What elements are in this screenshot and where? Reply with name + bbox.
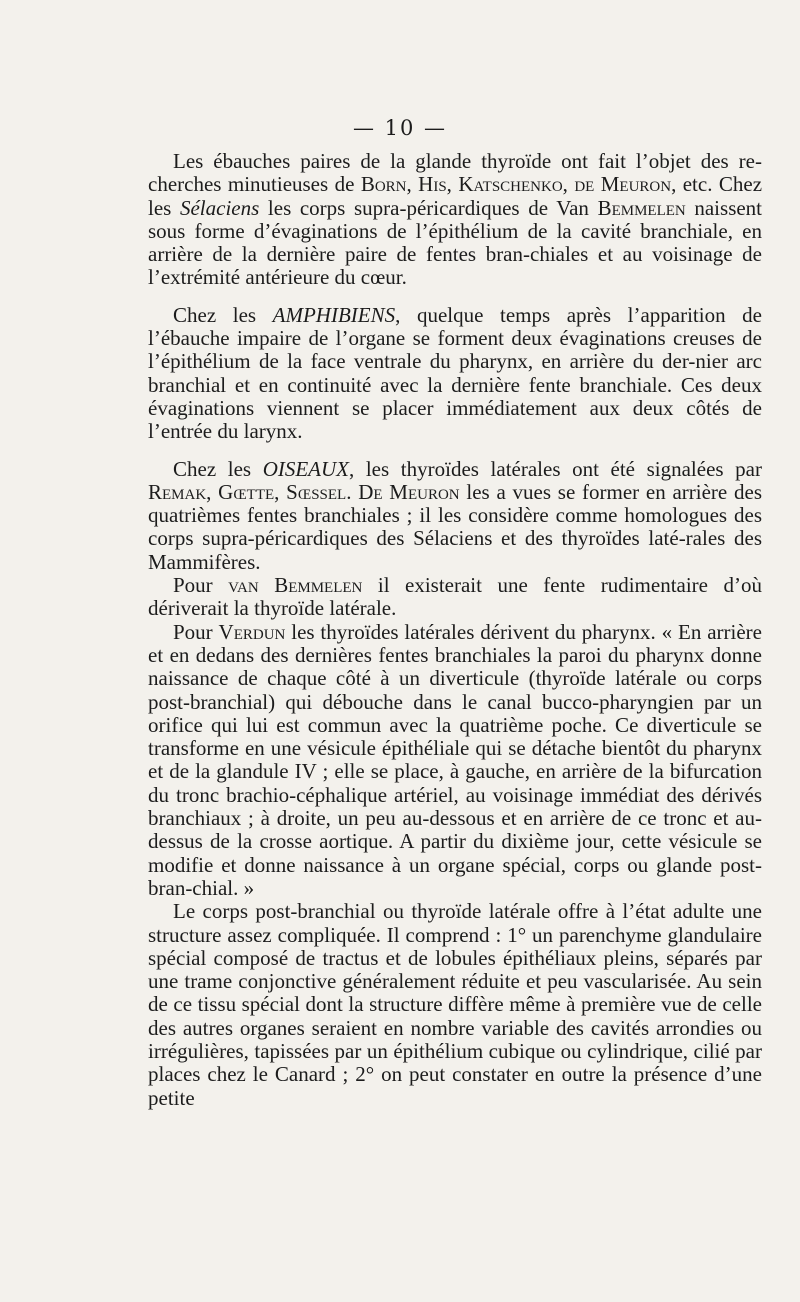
text-run: Chez les bbox=[173, 456, 263, 481]
paragraph-p4 bbox=[148, 574, 762, 621]
text-run: naissent sous forme d’évaginations de l’épithélium de la cavité branchiale, en arrière de la dernière paire de fentes bran-chiales et au voisinage de l’extrémité antérieure du cœur. bbox=[148, 195, 763, 290]
author-name: Bemmelen bbox=[597, 195, 686, 220]
author-name: Sœssel bbox=[286, 479, 347, 504]
text-run: , etc. Chez les bbox=[148, 172, 763, 220]
author-name: van Bemmelen bbox=[228, 573, 363, 598]
paragraph-p1 bbox=[148, 150, 762, 290]
text-run: , bbox=[446, 172, 459, 197]
paragraph-p5 bbox=[148, 621, 762, 901]
author-name: Katschenko bbox=[458, 172, 563, 197]
text-run: Chez les bbox=[173, 302, 273, 327]
text-run: , bbox=[562, 172, 575, 197]
text-run: Pour bbox=[173, 619, 219, 644]
emphasis-text: Sélaciens bbox=[179, 195, 260, 220]
page-number: — 10 — bbox=[352, 116, 448, 140]
paragraph-p3 bbox=[148, 458, 762, 574]
text-run: , bbox=[406, 172, 419, 197]
paragraph-p6 bbox=[148, 900, 762, 1110]
emphasis-text: AMPHIBIENS bbox=[272, 302, 396, 327]
text-run: , quelque temps après l’apparition de l’ébauche impaire de l’organe se forment deux évaginations creuses de l’épithélium de la face ventrale du pharynx, en arrière du der-nier arc branchial et en continuité avec la dernière fente branchiale. Ces deux évaginations viennent se placer immédiatement aux deux côtés de l’entrée du larynx. bbox=[148, 302, 762, 444]
emphasis-text: OISEAUX bbox=[262, 456, 349, 481]
text-run: Les ébauches paires de la glande thyroïde ont fait l’objet des re-cherches minutieuses de bbox=[148, 149, 762, 197]
text-run: , bbox=[274, 479, 287, 504]
text-run: , bbox=[206, 479, 219, 504]
text-run: les a vues se former en arrière des quatrièmes fentes branchiales ; il les considère comme homologues des corps supra-péricardiques des Sélaciens et des thyroïdes laté-rales des Mammifères. bbox=[148, 479, 762, 574]
author-name: Verdun bbox=[218, 619, 286, 644]
text-run: les corps supra-péricardiques de Van bbox=[259, 195, 598, 220]
author-name: His bbox=[418, 172, 447, 197]
author-name: Born bbox=[360, 172, 407, 197]
author-name: de Meuron bbox=[574, 172, 672, 197]
paragraph-p2 bbox=[148, 304, 762, 444]
author-name: Remak bbox=[148, 479, 207, 504]
text-run: il existerait une fente rudimentaire d’où dériverait la thyroïde latérale. bbox=[148, 573, 762, 621]
text-run: , les thyroïdes latérales ont été signalées par bbox=[349, 456, 762, 481]
body-text bbox=[148, 150, 762, 1110]
author-name: Gœtte bbox=[218, 479, 275, 504]
text-run: Pour bbox=[173, 573, 229, 598]
text-run: Le corps post-branchial ou thyroïde latérale offre à l’état adulte une structure assez compliquée. Il comprend : 1° un parenchyme glandulaire spécial composé de tractus et de lobules épithéliaux pleins, séparés par une trame conjonctive généralement réduite et peu vascularisée. Au sein de ce tissu spécial dont la structure diffère même à première vue de celle des autres organes seraient en nombre variable des cavités arrondies ou irrégulières, tapissées par un épithélium cubique ou cylindrique, cilié par places chez le Canard ; 2° on peut constater en outre la présence d’une petite bbox=[148, 899, 762, 1110]
text-run: . bbox=[346, 479, 359, 504]
text-run: les thyroïdes latérales dérivent du pharynx. « En arrière et en dedans des dernières fentes branchiales la paroi du pharynx donne naissance de chaque côté à un diverticule (thyroïde latérale ou corps post-branchial) qui débouche dans le canal bucco-pharyngien par un orifice qui lui est commun avec la quatrième poche. Ce diverticule se transforme en une vésicule épithéliale qui se détache bientôt du pharynx et de la glandule IV ; elle se place, à gauche, en arrière de la bifurcation du tronc brachio-céphalique artériel, au voisinage immédiat des dérivés branchiaux ; à droite, un peu au-dessous et en arrière de ce tronc et au-dessus de la crosse aortique. A partir du dixième jour, cette vésicule se modifie et donne naissance à un organe spécial, corps ou glande post-bran-chial. » bbox=[148, 619, 762, 900]
author-name: De Meuron bbox=[358, 479, 460, 504]
